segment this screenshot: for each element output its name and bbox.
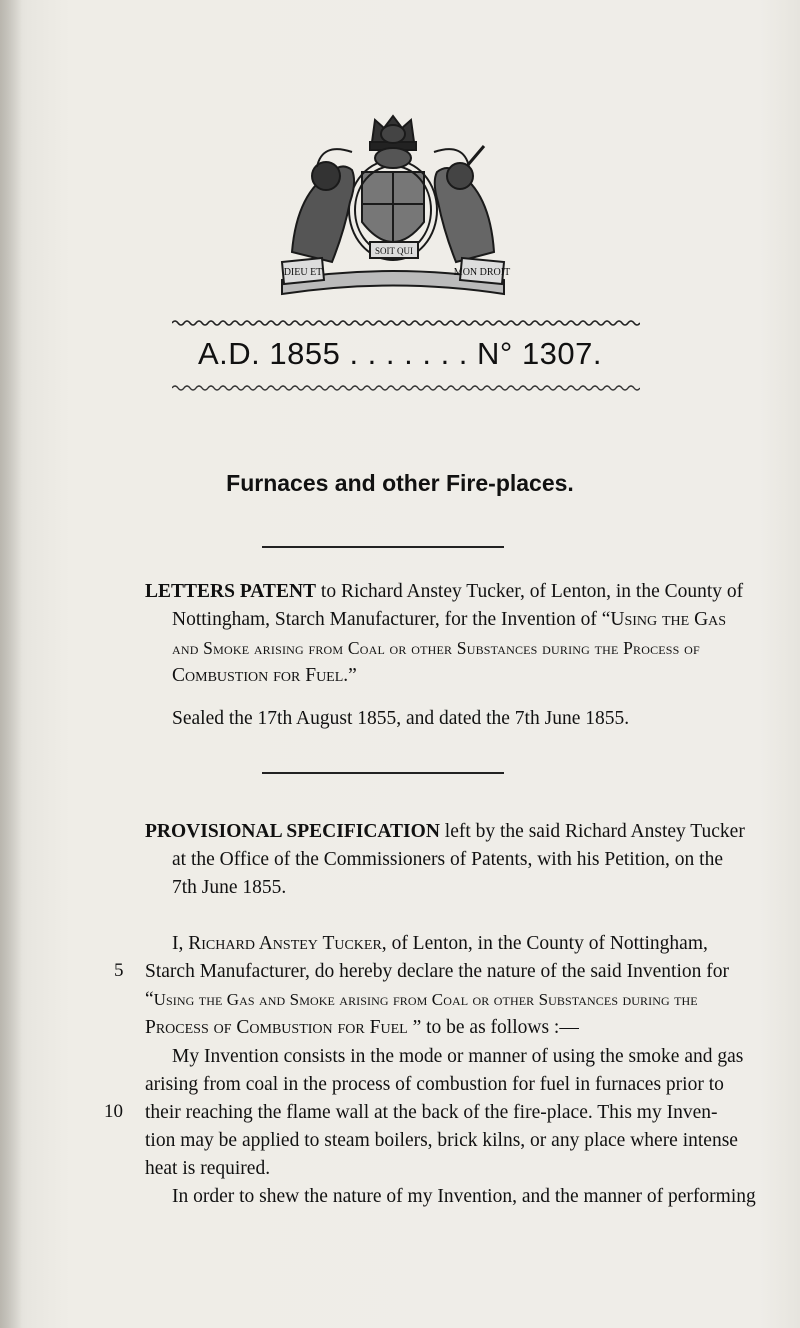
invention-title-part-1: Using the Gas — [610, 609, 727, 630]
invention-title-part-3: Combustion for Fuel. — [172, 665, 349, 686]
line-number-5: 5 — [114, 960, 124, 981]
invention-title-part-2: and Smoke arising from Coal or other Substances during the Process of — [172, 638, 700, 658]
body-p2-line-3: their reaching the flame wall at the back of the fire-place. This my Inven- — [145, 1102, 718, 1123]
wavy-rule-top — [172, 318, 640, 328]
patent-year: A.D. 1855 — [197, 336, 341, 371]
provisional-line-2: at the Office of the Commissioners of Patents, with his Petition, on the — [172, 849, 723, 870]
divider-rule-2 — [262, 772, 504, 774]
open-quote: “ — [145, 989, 154, 1010]
leader-dots: . . . . . . . — [349, 336, 468, 371]
body-p1-line-4 — [145, 1014, 579, 1043]
letters-patent-line-1 — [145, 578, 743, 607]
page-edge-shadow — [0, 0, 22, 1328]
inventor-name: Richard Anstey Tucker, — [188, 933, 387, 954]
svg-text:MON DROIT: MON DROIT — [453, 267, 511, 278]
body-p2-line-5: heat is required. — [145, 1158, 271, 1179]
invention-title-body-1: Using the Gas and Smoke arising from Coal or other Substances during the — [153, 990, 698, 1009]
svg-text:DIEU ET: DIEU ET — [283, 267, 323, 278]
patent-number: N° 1307. — [477, 336, 603, 371]
provisional-line-1 — [145, 818, 745, 847]
sealed-date: Sealed the 17th August 1855, and dated the 7th June 1855. — [172, 708, 630, 729]
letters-patent-lead: LETTERS PATENT — [145, 581, 317, 602]
invention-title-body-2: Process of Combustion for Fuel — [145, 1017, 408, 1038]
royal-coat-of-arms — [262, 112, 524, 308]
divider-rule-1 — [262, 546, 504, 548]
body-p3-line-1: In order to shew the nature of my Invention, and the manner of performing — [172, 1186, 756, 1207]
letters-patent-line-4 — [172, 662, 357, 691]
body-p2-line-2: arising from coal in the process of combustion for fuel in furnaces prior to — [145, 1074, 724, 1095]
body-p1-line-3 — [145, 986, 698, 1015]
provisional-line-1-text: left by the said Richard Anstey Tucker — [444, 821, 745, 842]
letters-patent-line-1-text: to Richard Anstey Tucker, of Lenton, in the County of — [320, 581, 744, 602]
document-title: Furnaces and other Fire-places. — [226, 470, 574, 496]
letters-patent-line-2 — [172, 606, 726, 635]
provisional-lead: PROVISIONAL SPECIFICATION — [145, 821, 440, 842]
closing-quote: ” — [348, 665, 357, 686]
patent-number-line — [0, 336, 800, 372]
line-number-10: 10 — [104, 1101, 123, 1122]
body-p1-line-1 — [172, 930, 708, 959]
letters-patent-line-2-text: Nottingham, Starch Manufacturer, for the Invention of “ — [172, 609, 611, 630]
body-p2-line-1: My Invention consists in the mode or manner of using the smoke and gas — [172, 1046, 744, 1067]
body-p1-line-4-b: ” to be as follows :— — [407, 1017, 579, 1038]
body-p1-line-2: Starch Manufacturer, do hereby declare the nature of the said Invention for — [145, 961, 729, 982]
body-p2-line-4: tion may be applied to steam boilers, brick kilns, or any place where intense — [145, 1130, 738, 1151]
body-p1-line-1-a: I, — [172, 933, 189, 954]
svg-text:SOIT QUI: SOIT QUI — [374, 246, 414, 256]
wavy-rule-bottom — [172, 383, 640, 393]
body-p1-line-1-b: of Lenton, in the County of Nottingham, — [386, 933, 708, 954]
provisional-line-3: 7th June 1855. — [172, 877, 287, 898]
